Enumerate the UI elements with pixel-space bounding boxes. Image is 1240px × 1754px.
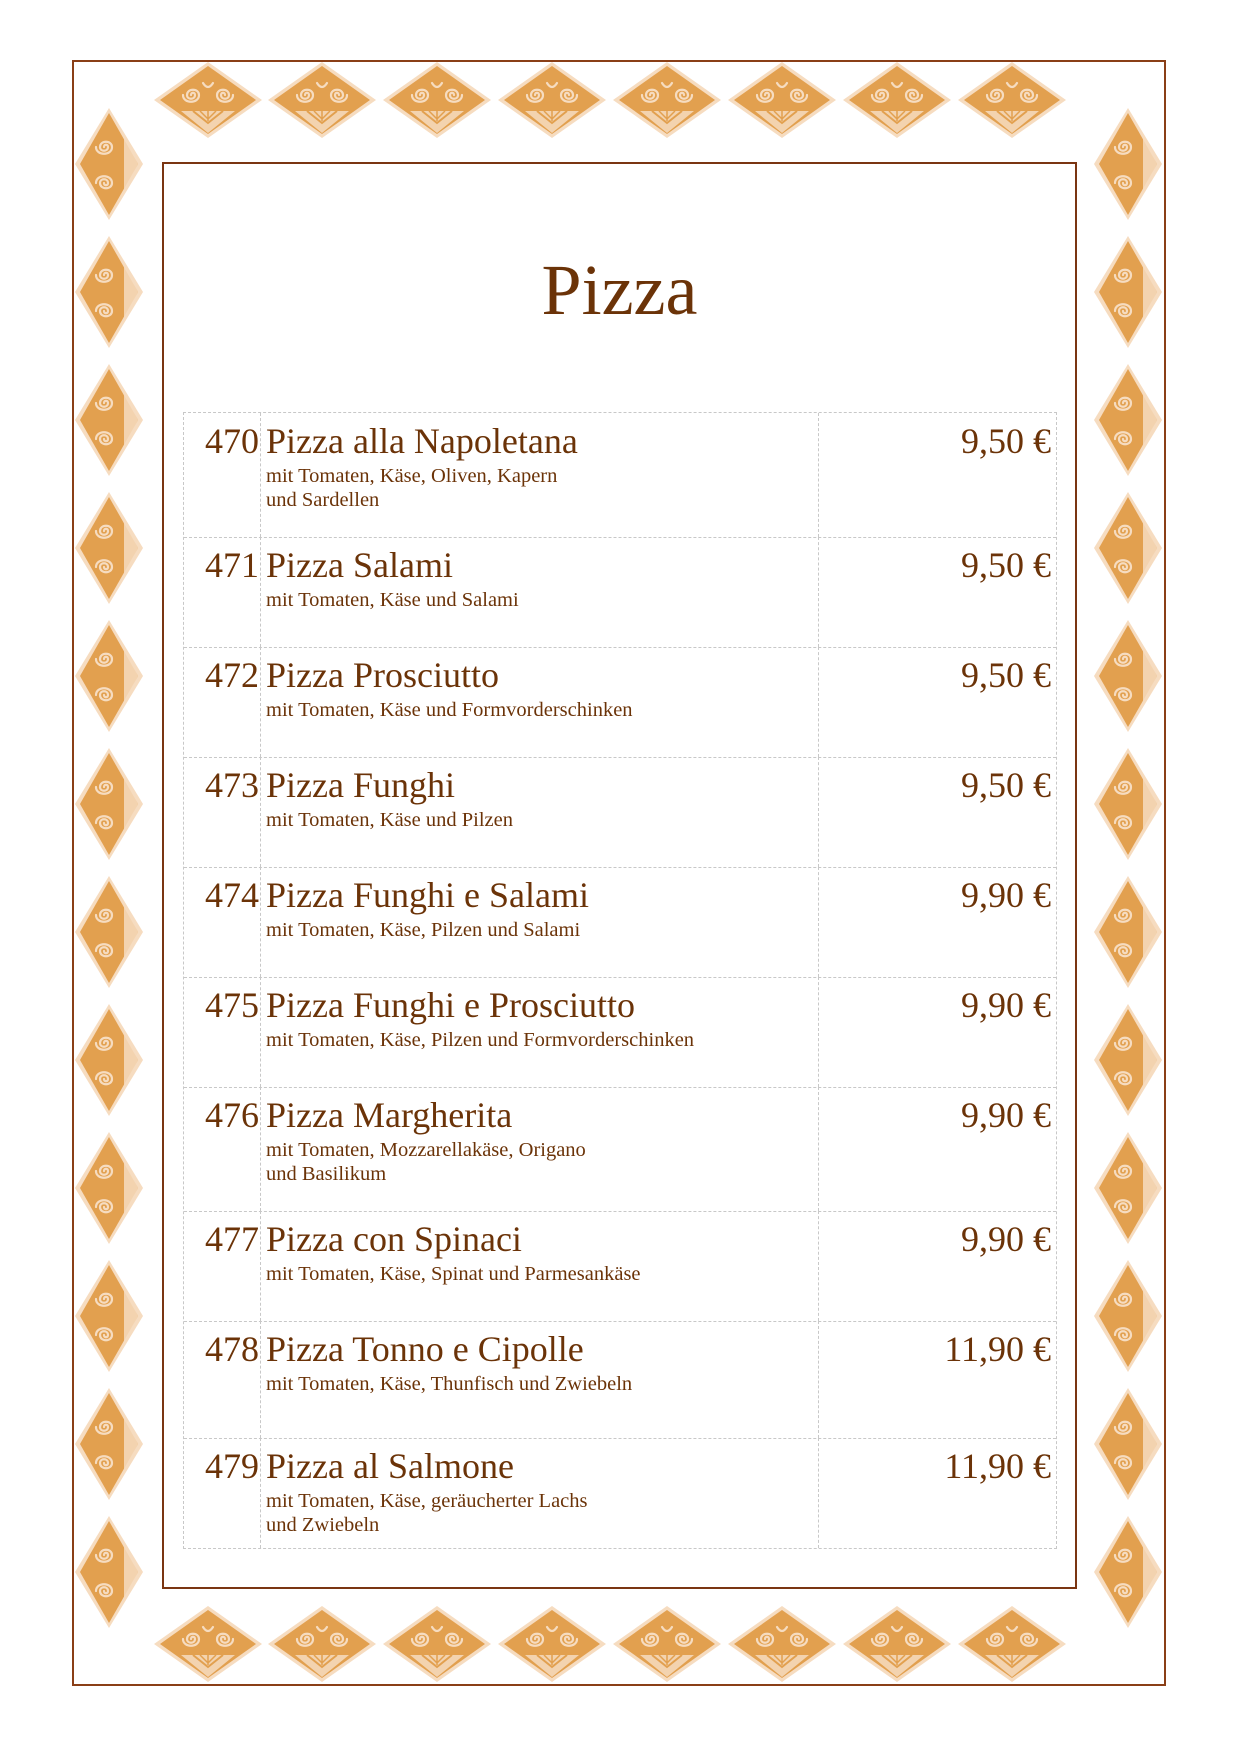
ornament-tile (497, 1605, 607, 1683)
menu-row (184, 757, 1056, 868)
menu-table (183, 412, 1057, 1549)
ornament-tile (1093, 363, 1163, 477)
item-name: Pizza Salami (266, 545, 453, 585)
menu-row (184, 537, 1056, 648)
item-number: 478 (205, 1329, 259, 1369)
column-divider (260, 1438, 261, 1548)
ornament-tile (1093, 1003, 1163, 1117)
ornament-tile (1093, 107, 1163, 221)
menu-row (184, 977, 1056, 1088)
ornament-tile (612, 1605, 722, 1683)
column-divider (260, 867, 261, 977)
item-description (266, 1372, 786, 1396)
item-number: 476 (205, 1095, 259, 1135)
item-number: 470 (205, 421, 259, 461)
ornament-tile (1093, 1515, 1163, 1629)
column-divider (818, 1087, 819, 1211)
column-divider (260, 413, 261, 537)
description-line: mit Tomaten, Käse, Oliven, Kapern (266, 465, 558, 487)
ornament-tile (153, 1605, 263, 1683)
ornament-tile (74, 1003, 144, 1117)
ornament-tile (842, 1605, 952, 1683)
item-description (266, 1138, 786, 1186)
ornament-tile (842, 61, 952, 139)
ornament-tile (957, 61, 1067, 139)
column-divider (818, 867, 819, 977)
item-name: Pizza Funghi e Salami (266, 875, 589, 915)
column-divider (260, 757, 261, 867)
menu-row (184, 413, 1056, 538)
column-divider (260, 977, 261, 1087)
ornament-tile (1093, 619, 1163, 733)
item-number: 471 (205, 545, 259, 585)
description-line: mit Tomaten, Käse, Pilzen und Salami (266, 919, 581, 941)
item-number: 474 (205, 875, 259, 915)
item-description (266, 588, 786, 612)
description-line: mit Tomaten, Käse und Formvorderschinken (266, 699, 633, 721)
item-number: 475 (205, 985, 259, 1025)
item-price: 9,50 € (961, 545, 1051, 585)
ornament-tile (74, 491, 144, 605)
description-line: mit Tomaten, Käse, Spinat und Parmesankäse (266, 1263, 641, 1285)
ornament-tile (1093, 875, 1163, 989)
item-number: 472 (205, 655, 259, 695)
column-divider (818, 537, 819, 647)
item-number: 477 (205, 1219, 259, 1259)
item-name: Pizza Funghi (266, 765, 455, 805)
ornament-tile (74, 875, 144, 989)
column-divider (818, 413, 819, 537)
description-line: und Sardellen (266, 489, 380, 511)
item-price: 9,90 € (961, 1095, 1051, 1135)
menu-row (184, 1321, 1056, 1439)
ornament-tile (74, 747, 144, 861)
item-name: Pizza Prosciutto (266, 655, 499, 695)
ornament-tile (267, 61, 377, 139)
column-divider (818, 977, 819, 1087)
item-description (266, 464, 786, 512)
column-divider (260, 647, 261, 757)
ornament-tile (74, 1131, 144, 1245)
item-price: 9,90 € (961, 875, 1051, 915)
column-divider (818, 757, 819, 867)
ornament-tile (74, 619, 144, 733)
item-price: 9,90 € (961, 1219, 1051, 1259)
item-description (266, 918, 786, 942)
ornament-tile (1093, 1259, 1163, 1373)
menu-row (184, 1087, 1056, 1212)
description-line: und Basilikum (266, 1163, 387, 1185)
item-name: Pizza al Salmone (266, 1446, 514, 1486)
item-price: 9,90 € (961, 985, 1051, 1025)
item-name: Pizza con Spinaci (266, 1219, 522, 1259)
item-price: 11,90 € (944, 1329, 1051, 1369)
ornament-tile (1093, 491, 1163, 605)
ornament-tile (727, 1605, 837, 1683)
ornament-tile (153, 61, 263, 139)
description-line: mit Tomaten, Käse und Salami (266, 589, 519, 611)
column-divider (260, 1211, 261, 1321)
item-price: 9,50 € (961, 765, 1051, 805)
item-description (266, 698, 786, 722)
ornament-tile (74, 235, 144, 349)
ornament-tile (1093, 1131, 1163, 1245)
ornament-tile (612, 61, 722, 139)
ornament-tile (74, 1387, 144, 1501)
description-line: und Zwiebeln (266, 1514, 380, 1536)
item-number: 479 (205, 1446, 259, 1486)
item-price: 11,90 € (944, 1446, 1051, 1486)
ornament-tile (74, 1515, 144, 1629)
item-description (266, 1489, 786, 1537)
item-price: 9,50 € (961, 655, 1051, 695)
description-line: mit Tomaten, Käse, Pilzen und Formvorderschinken (266, 1029, 695, 1051)
column-divider (818, 1438, 819, 1548)
page-title: Pizza (541, 250, 698, 330)
description-line: mit Tomaten, Mozzarellakäse, Origano (266, 1139, 586, 1161)
description-line: mit Tomaten, Käse, geräucherter Lachs (266, 1490, 588, 1512)
column-divider (818, 1321, 819, 1438)
item-name: Pizza Tonno e Cipolle (266, 1329, 584, 1369)
menu-row (184, 647, 1056, 758)
ornament-tile (382, 61, 492, 139)
ornament-tile (267, 1605, 377, 1683)
column-divider (818, 647, 819, 757)
item-description (266, 808, 786, 832)
ornament-tile (74, 107, 144, 221)
ornament-tile (74, 1259, 144, 1373)
column-divider (260, 537, 261, 647)
item-name: Pizza Margherita (266, 1095, 513, 1135)
description-line: mit Tomaten, Käse und Pilzen (266, 809, 513, 831)
item-name: Pizza alla Napoletana (266, 421, 578, 461)
ornament-tile (74, 363, 144, 477)
ornament-tile (1093, 747, 1163, 861)
ornament-tile (497, 61, 607, 139)
ornament-tile (957, 1605, 1067, 1683)
column-divider (260, 1321, 261, 1438)
item-name: Pizza Funghi e Prosciutto (266, 985, 635, 1025)
column-divider (260, 1087, 261, 1211)
ornament-tile (1093, 1387, 1163, 1501)
item-number: 473 (205, 765, 259, 805)
ornament-tile (1093, 235, 1163, 349)
item-description (266, 1028, 786, 1052)
menu-row (184, 867, 1056, 978)
ornament-tile (382, 1605, 492, 1683)
column-divider (818, 1211, 819, 1321)
item-price: 9,50 € (961, 421, 1051, 461)
menu-row (184, 1211, 1056, 1322)
description-line: mit Tomaten, Käse, Thunfisch und Zwiebeln (266, 1373, 633, 1395)
ornament-tile (727, 61, 837, 139)
item-description (266, 1262, 786, 1286)
menu-row (184, 1438, 1056, 1548)
